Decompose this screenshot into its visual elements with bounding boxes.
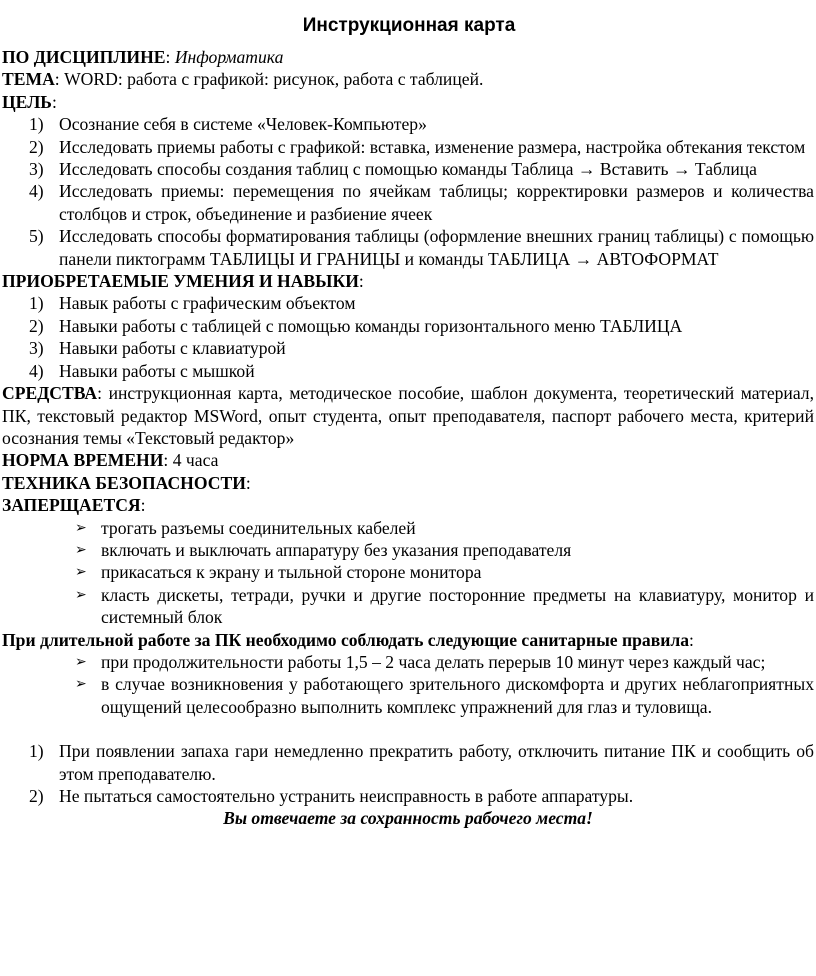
means-paragraph: СРЕДСТВА: инструкционная карта, методическое пособие, шаблон документа, теоретический материал, ПК, текстовый редактор MSWord, опыт студента, опыт преподавателя, паспорт рабочего места, критерий осознания темы «Текстовый редактор» <box>2 383 814 448</box>
arrowhead-bullet-icon: ➢ <box>75 653 87 670</box>
arrowhead-bullet-icon: ➢ <box>75 541 87 558</box>
skills-heading: ПРИОБРЕТАЕМЫЕ УМЕНИЯ И НАВЫКИ: <box>2 271 364 292</box>
list-item <box>2 517 814 539</box>
forbidden-heading: ЗАПЕРЩАЕТСЯ: <box>2 495 146 516</box>
skills-label: ПРИОБРЕТАЕМЫЕ УМЕНИЯ И НАВЫКИ <box>2 271 359 292</box>
goal-list <box>2 113 814 270</box>
skills-list <box>2 292 814 382</box>
sanitary-heading: При длительной работе за ПК необходимо соблюдать следующие санитарные правила: <box>2 629 694 650</box>
topic-value: WORD: работа с графикой: рисунок, работа с таблицей. <box>64 69 484 90</box>
sanitary-item-text: при продолжительности работы 1,5 – 2 часа делать перерыв 10 минут через каждый час; <box>101 651 766 672</box>
list-item: 1) Осознание себя в системе «Человек-Компьютер» <box>29 114 427 135</box>
discipline-value: Информатика <box>174 47 284 67</box>
goal-label: ЦЕЛЬ <box>2 91 52 112</box>
list-item: 4) Навыки работы с мышкой <box>29 360 255 381</box>
arrowhead-bullet-icon: ➢ <box>75 676 87 693</box>
time-norm-value: 4 часа <box>172 450 219 471</box>
emergency-list <box>2 740 814 807</box>
goal-item-text: Исследовать способы форматирования таблицы (оформление внешних границ таблицы) с помощью панели пиктограмм ТАБЛИЦЫ И ГРАНИЦЫ и команды ТАБЛИЦА → АВТОФОРМАТ <box>59 226 814 269</box>
goal-item-text: Исследовать способы создания таблиц с помощью команды Таблица → Вставить → Таблица <box>59 159 757 180</box>
forbidden-item-text: включать и выключать аппаратуру без указания преподавателя <box>101 539 572 560</box>
list-item: 2) Исследовать приемы работы с графикой: вставка, изменение размера, настройка обтекания текстом <box>29 136 806 157</box>
sanitary-item-text: в случае возникновения у работающего зрительного дискомфорта и других неблагоприятных ощущений целесообразно выполнить комплекс упражнений для глаз и туловища. <box>101 674 814 717</box>
arrowhead-bullet-icon: ➢ <box>75 564 87 581</box>
list-item <box>2 584 814 629</box>
safety-heading: ТЕХНИКА БЕЗОПАСНОСТИ: <box>2 472 251 493</box>
list-item: 5) Исследовать способы форматирования таблицы (оформление внешних границ таблицы) с помощью панели пиктограмм ТАБЛИЦЫ И ГРАНИЦЫ и команды ТАБЛИЦА → АВТОФОРМАТ <box>29 226 814 269</box>
means-label: СРЕДСТВА <box>2 383 98 404</box>
arrowhead-bullet-icon: ➢ <box>75 586 87 603</box>
topic-label: ТЕМА <box>2 69 55 90</box>
discipline-line: ПО ДИСЦИПЛИНЕ: Информатика <box>2 47 284 67</box>
goal-item-text: Исследовать приемы: перемещения по ячейкам таблицы; корректировки размеров и количества столбцов и строк, объединение и разбиение ячеек <box>59 181 814 224</box>
goal-item-text: Исследовать приемы работы с графикой: вставка, изменение размера, настройка обтекания текстом <box>59 136 806 157</box>
list-item <box>2 651 814 673</box>
discipline-label: ПО ДИСЦИПЛИНЕ <box>2 47 166 67</box>
time-norm-label: НОРМА ВРЕМЕНИ <box>2 450 164 471</box>
list-item: 1) Навык работы с графическим объектом <box>29 293 356 314</box>
list-item: 1) При появлении запаха гари немедленно прекратить работу, отключить питание ПК и сообщить об этом преподавателю. <box>29 741 814 784</box>
means-value: инструкционная карта, методическое пособие, шаблон документа, теоретический материал, ПК, текстовый редактор MSWord, опыт студента, опыт преподавателя, паспорт рабочего места, критерий осознания темы «Текстовый редактор» <box>2 383 814 448</box>
list-item <box>2 673 814 718</box>
footer-note: Вы отвечаете за сохранность рабочего места! <box>223 808 593 829</box>
skills-item-text: Навык работы с графическим объектом <box>59 293 356 314</box>
emergency-item-text: При появлении запаха гари немедленно прекратить работу, отключить питание ПК и сообщить об этом преподавателю. <box>59 741 814 784</box>
forbidden-item-text: класть дискеты, тетради, ручки и другие посторонние предметы на клавиатуру, монитор и системный блок <box>101 584 814 628</box>
skills-item-text: Навыки работы с таблицей с помощью команды горизонтального меню ТАБЛИЦА <box>59 315 683 336</box>
forbidden-list <box>2 517 814 629</box>
time-norm-line: НОРМА ВРЕМЕНИ: 4 часа <box>2 450 219 471</box>
topic-line: ТЕМА: WORD: работа с графикой: рисунок, работа с таблицей. <box>2 69 484 90</box>
list-item: 2) Не пытаться самостоятельно устранить неисправность в работе аппаратуры. <box>29 786 634 806</box>
goal-item-text: Осознание себя в системе «Человек-Компьютер» <box>59 114 427 135</box>
list-item <box>2 539 814 561</box>
safety-label: ТЕХНИКА БЕЗОПАСНОСТИ <box>2 472 246 493</box>
arrowhead-bullet-icon: ➢ <box>75 519 87 536</box>
forbidden-item-text: трогать разъемы соединительных кабелей <box>101 517 416 538</box>
skills-item-text: Навыки работы с мышкой <box>59 360 255 381</box>
spacer <box>2 718 814 740</box>
list-item: 2) Навыки работы с таблицей с помощью команды горизонтального меню ТАБЛИЦА <box>29 315 683 336</box>
skills-item-text: Навыки работы с клавиатурой <box>59 338 286 359</box>
forbidden-item-text: прикасаться к экрану и тыльной стороне монитора <box>101 562 482 583</box>
emergency-item-text: Не пытаться самостоятельно устранить неисправность в работе аппаратуры. <box>59 786 634 806</box>
goal-heading: ЦЕЛЬ: <box>2 91 57 112</box>
list-item: 4) Исследовать приемы: перемещения по ячейкам таблицы; корректировки размеров и количества столбцов и строк, объединение и разбиение ячеек <box>29 181 814 224</box>
sanitary-list <box>2 651 814 718</box>
page-title: Инструкционная карта <box>302 15 516 36</box>
forbidden-label: ЗАПЕРЩАЕТСЯ <box>2 495 141 516</box>
list-item <box>2 561 814 583</box>
sanitary-label: При длительной работе за ПК необходимо соблюдать следующие санитарные правила <box>2 629 690 650</box>
list-item: 3) Навыки работы с клавиатурой <box>29 338 286 359</box>
list-item: 3) Исследовать способы создания таблиц с помощью команды Таблица → Вставить → Таблица <box>29 159 757 180</box>
